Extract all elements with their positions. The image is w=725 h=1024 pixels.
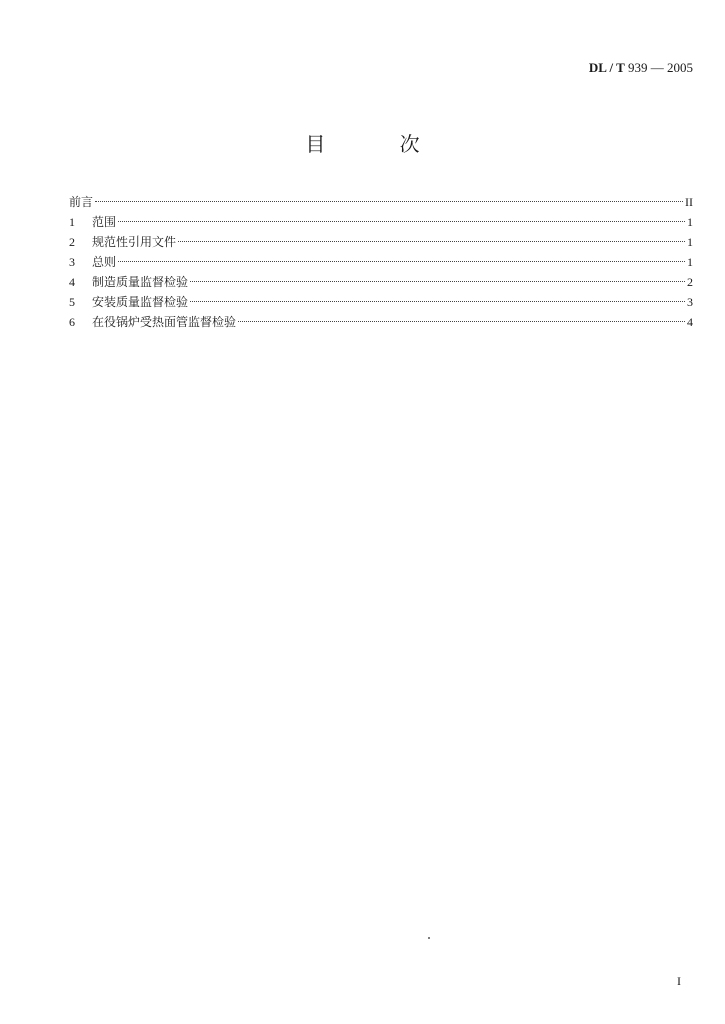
table-of-contents — [69, 192, 693, 332]
toc-leader-dots — [190, 301, 685, 302]
toc-entry-number: 6 — [69, 315, 75, 329]
toc-entry-label: 在役锅炉受热面管监督检验 — [92, 315, 237, 329]
toc-leader-dots — [118, 261, 685, 262]
toc-entry-page: 1 — [687, 255, 693, 269]
toc-entry-number: 1 — [69, 215, 75, 229]
toc-leader-dots — [118, 221, 685, 222]
toc-entry-label: 前言 — [69, 195, 94, 209]
toc-title: 目 次 — [305, 132, 454, 156]
toc-entry-number: 5 — [69, 295, 75, 309]
toc-leader-dots — [238, 321, 685, 322]
toc-entry-page: 1 — [687, 235, 693, 249]
toc-leader-dots — [190, 281, 685, 282]
toc-entry-page: II — [685, 195, 693, 209]
toc-entry-4[interactable] — [69, 272, 693, 292]
toc-entry-label: 总则 — [92, 255, 117, 269]
toc-entry-1[interactable] — [69, 212, 693, 232]
toc-entry-5[interactable] — [69, 292, 693, 312]
scan-speck — [428, 937, 430, 939]
toc-entry-number: 3 — [69, 255, 75, 269]
standard-number: 939 — 2005 — [628, 60, 693, 75]
toc-entry-label: 制造质量监督检验 — [92, 275, 189, 289]
toc-entry-label: 范围 — [92, 215, 117, 229]
toc-entry-page: 3 — [687, 295, 693, 309]
standard-code — [589, 60, 693, 76]
toc-leader-dots — [178, 241, 685, 242]
toc-entry-6[interactable] — [69, 312, 693, 332]
toc-leader-dots — [95, 201, 683, 202]
toc-entry-number: 2 — [69, 235, 75, 249]
toc-entry-page: 1 — [687, 215, 693, 229]
toc-entry-2[interactable] — [69, 232, 693, 252]
toc-entry-number: 4 — [69, 275, 75, 289]
toc-entry-label: 安装质量监督检验 — [92, 295, 189, 309]
toc-entry-page: 4 — [687, 315, 693, 329]
toc-entry-page: 2 — [687, 275, 693, 289]
toc-entry-label: 规范性引用文件 — [92, 235, 177, 249]
toc-entry-3[interactable] — [69, 252, 693, 272]
standard-prefix: DL / T — [588, 60, 625, 75]
toc-entry-foreword[interactable] — [69, 192, 693, 212]
page-number: I — [677, 974, 681, 988]
